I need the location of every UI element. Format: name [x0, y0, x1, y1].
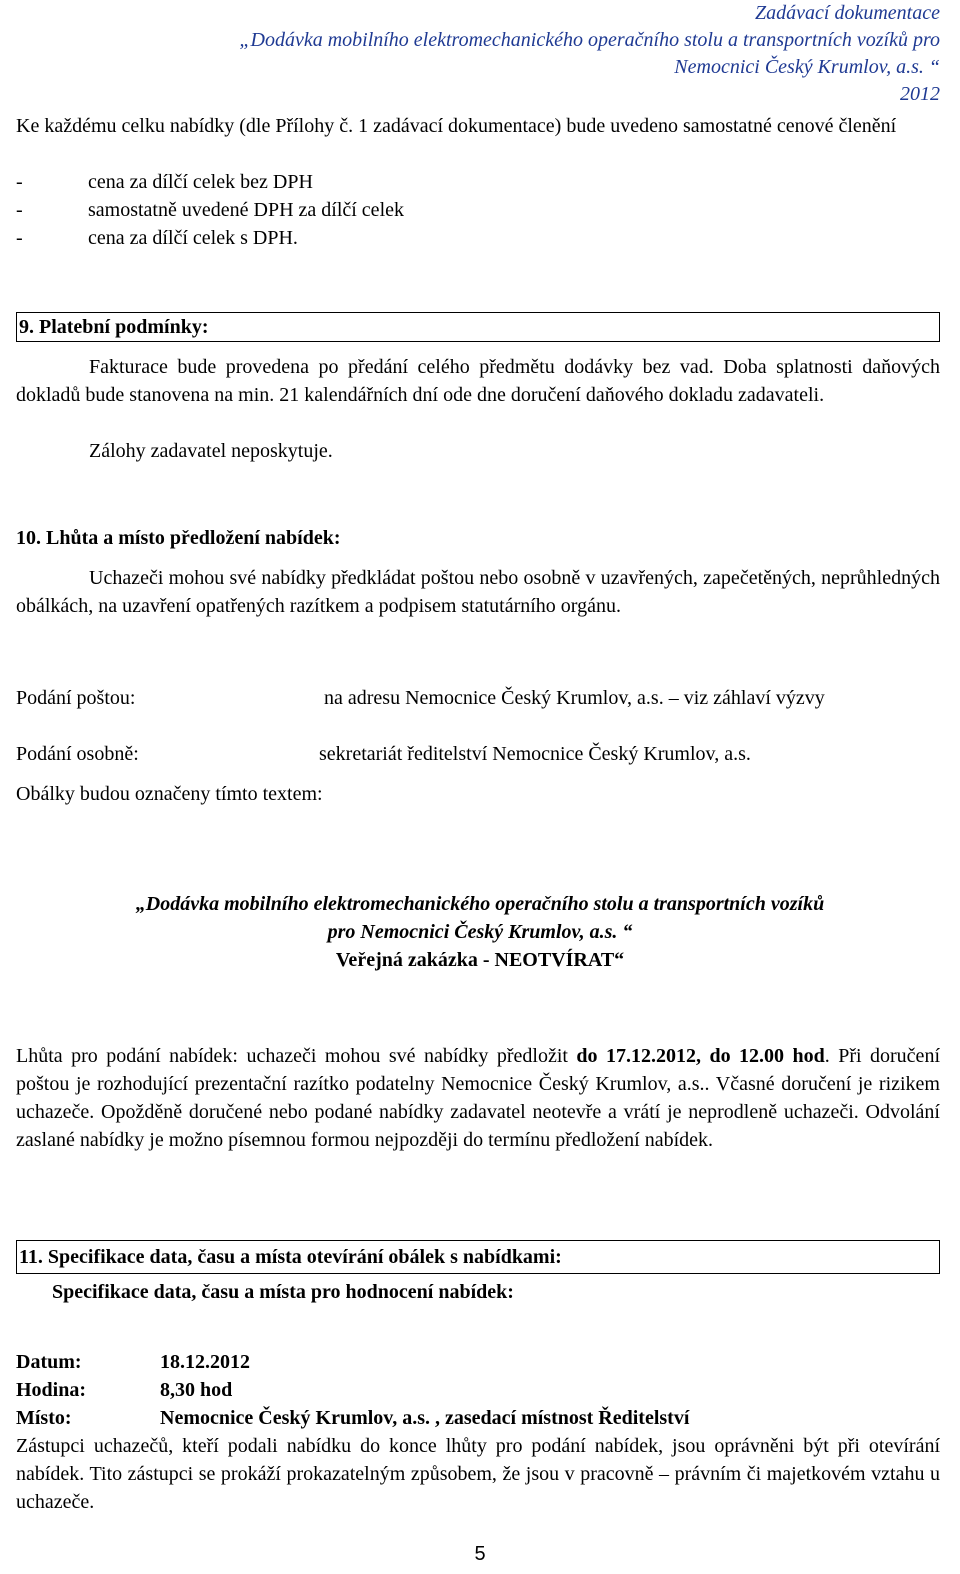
header-year: 2012 [900, 83, 940, 105]
intro-paragraph: Ke každému celku nabídky (dle Přílohy č. 1 zadávací dokumentace) bude uvedeno samostatné cenové členění [16, 115, 897, 137]
personal-label: Podání osobně: [16, 743, 139, 765]
document-header [239, 0, 940, 108]
deadline-intro: Lhůta pro podání nabídek: uchazeči mohou své nabídky předložit [16, 1045, 577, 1067]
postal-value: na adresu Nemocnice Český Krumlov, a.s. – viz záhlaví výzvy [324, 687, 825, 709]
personal-value: sekretariát ředitelství Nemocnice Český Krumlov, a.s. [319, 743, 751, 765]
section-9-heading: 9. Platební podmínky: [16, 312, 940, 342]
representatives-paragraph: Zástupci uchazečů, kteří podali nabídku do konce lhůty pro podání nabídek, jsou oprávněni být při otevírání nabídek. Tito zástupci se prokáží prokazatelným způsobem, že jsou v pracovně – právním či majetkovém vztahu u uchazeče. [16, 1435, 940, 1513]
section-11-heading: 11. Specifikace data, času a místa otevírání obálek s nabídkami: [16, 1240, 940, 1274]
date-label: Datum: [16, 1351, 82, 1373]
payment-terms-paragraph: Fakturace bude provedena po předání celého předmětu dodávky bez vad. Doba splatnosti daňových dokladů bude stanovena na min. 21 kalendářních dní ode dne doručení daňového dokladu zadavateli. [16, 356, 940, 406]
deadline-paragraph [16, 1042, 940, 1154]
list-item-text: samostatně uvedené DPH za dílčí celek [88, 199, 404, 221]
list-item [16, 196, 940, 224]
time-label: Hodina: [16, 1379, 87, 1401]
envelope-text-line3: Veřejná zakázka - NEOTVÍRAT“ [335, 949, 625, 971]
postal-label: Podání poštou: [16, 687, 136, 709]
list-dash: - [16, 171, 23, 193]
section-11 [16, 1240, 940, 1316]
list-dash: - [16, 199, 23, 221]
page-number: 5 [474, 1543, 486, 1565]
date-row [16, 1348, 940, 1376]
advance-payment-note: Zálohy zadavatel neposkytuje. [89, 440, 333, 462]
date-value: 18.12.2012 [160, 1351, 250, 1373]
postal-submission-row [16, 684, 940, 712]
personal-submission-row [16, 740, 940, 768]
list-item [16, 168, 940, 196]
deadline-details: . Při doručení poštou je rozhodující prezentační razítko podatelny Nemocnice Český Krumlov, a.s.. Včasné doručení je rizikem uchazeče. Opožděně doručené nebo podané nabídky zadavatel neotevře a vrátí je neprodleně uchazeči. Odvolání zaslané nabídky je možno písemnou formou nejpozději do termínu předložení nabídek. [16, 1045, 940, 1151]
list-item-text: cena za dílčí celek bez DPH [88, 171, 313, 193]
header-title-line1: „Dodávka mobilního elektromechanického operačního stolu a transportních vozíků pro [239, 29, 940, 51]
place-row [16, 1404, 940, 1432]
opening-details [16, 1348, 940, 1516]
envelope-text-line1: „Dodávka mobilního elektromechanického operačního stolu a transportních vozíků [135, 893, 825, 915]
envelope-label: Obálky budou označeny tímto textem: [16, 783, 323, 805]
deadline-date: do 17.12.2012, do 12.00 hod [576, 1045, 825, 1067]
place-value: Nemocnice Český Krumlov, a.s. , zasedací místnost Ředitelství [160, 1407, 690, 1429]
list-item [16, 224, 940, 252]
list-item-text: cena za dílčí celek s DPH. [88, 227, 298, 249]
submission-paragraph: Uchazeči mohou své nabídky předkládat poštou nebo osobně v uzavřených, zapečetěných, neprůhledných obálkách, na uzavření opatřených razítkem a podpisem statutárního orgánu. [16, 567, 940, 617]
time-value: 8,30 hod [160, 1379, 233, 1401]
header-title-line2: Nemocnici Český Krumlov, a.s. “ [674, 56, 940, 78]
place-label: Místo: [16, 1407, 72, 1429]
section-11-subtitle: Specifikace data, času a místa pro hodnocení nabídek: [52, 1281, 514, 1303]
list-dash: - [16, 227, 23, 249]
header-doc-type: Zadávací dokumentace [755, 2, 940, 24]
time-row [16, 1376, 940, 1404]
envelope-text-line2: pro Nemocnici Český Krumlov, a.s. “ [327, 921, 633, 943]
section-10-heading: 10. Lhůta a místo předložení nabídek: [16, 527, 341, 549]
price-breakdown-list [16, 168, 940, 252]
